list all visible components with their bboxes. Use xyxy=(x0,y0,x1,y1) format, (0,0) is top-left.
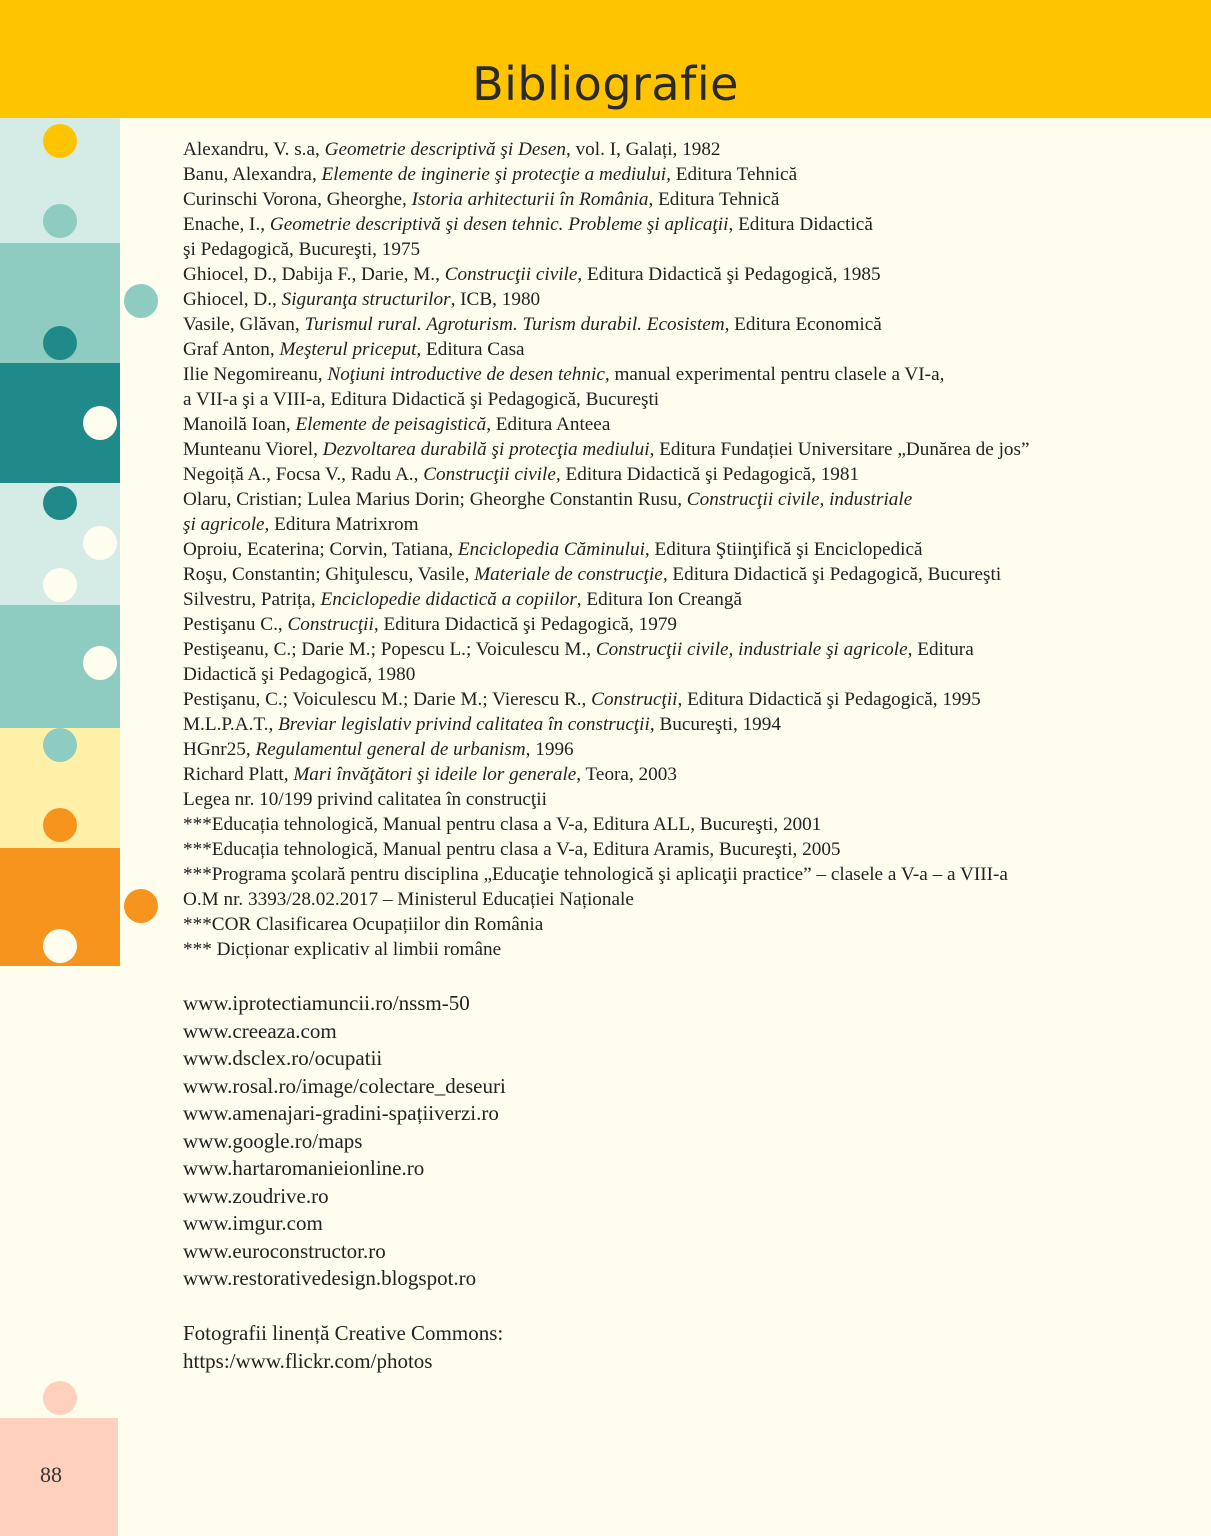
entry-title: Materiale de construcţie xyxy=(474,564,663,585)
puzzle-knob xyxy=(43,124,77,158)
entry-text: M.L.P.A.T., xyxy=(183,714,279,735)
entry-title: Dezvoltarea durabilă şi protecţia mediului xyxy=(322,439,650,460)
entry-text: , Editura Economică xyxy=(724,314,882,335)
entry-text: , Editura Didactică xyxy=(728,214,873,235)
web-source-link[interactable]: www.imgur.com xyxy=(183,1211,323,1235)
bibliography-entry xyxy=(183,512,1183,537)
entry-text: şi Pedagogică, Bucureşti, 1975 xyxy=(183,239,421,260)
page-title: Bibliografie xyxy=(472,57,739,111)
entry-title: Istoria arhitecturii în România xyxy=(411,189,649,210)
bibliography-entry xyxy=(183,787,1183,812)
bibliography-entry xyxy=(183,537,1183,562)
entry-text: , vol. I, Galați, 1982 xyxy=(565,139,721,160)
entry-text: Editura Didactică şi Pedagogică, 1981 xyxy=(560,464,860,485)
puzzle-knob xyxy=(43,204,77,238)
bibliography-entry xyxy=(183,737,1183,762)
entry-text: Vasile, Glăvan, xyxy=(183,314,305,335)
bibliography-entry xyxy=(183,162,1183,187)
entry-text: ***Programa şcolară pentru disciplina „Educaţie tehnologică şi aplicaţii practice” – clasele a V-a – a VIII-a xyxy=(183,864,1008,885)
entry-text: , Editura Anteea xyxy=(486,414,611,435)
entry-title: Noţiuni introductive de desen tehnic, xyxy=(327,364,610,385)
bibliography-entry xyxy=(183,712,1183,737)
puzzle-knob xyxy=(124,889,158,923)
entry-text: Negoiță A., Focsa V., Radu A., xyxy=(183,464,424,485)
entry-text: HGnr25, xyxy=(183,739,256,760)
entry-text: Editura Tehnică xyxy=(670,164,798,185)
entry-text: ***COR Clasificarea Ocupațiilor din România xyxy=(183,914,544,935)
entry-text: Munteanu Viorel, xyxy=(183,439,323,460)
entry-title: Construcţii civile, industriale xyxy=(686,489,913,510)
entry-text: , Editura Tehnică xyxy=(648,189,780,210)
entry-title: Elemente de inginerie şi protecţie a mediului, xyxy=(321,164,671,185)
bibliography-entry xyxy=(183,462,1183,487)
web-source-link[interactable]: www.google.ro/maps xyxy=(183,1128,363,1153)
entry-text: , Editura Fundației Universitare „Dunărea de jos” xyxy=(649,439,1030,460)
entry-title: Meşterul priceput xyxy=(279,339,417,360)
bibliography-entry xyxy=(183,362,1183,387)
web-source-link[interactable]: www.rosal.ro/image/colectare_deseuri xyxy=(183,1073,506,1098)
entry-text: Pestişanu, C.; Voiculescu M.; Darie M.; Vierescu R., xyxy=(183,689,592,710)
entry-title: Construcţii civile, xyxy=(423,464,561,485)
entry-text: Pestişeanu, C.; Darie M.; Popescu L.; Voiculescu M., xyxy=(183,639,596,660)
page-number: 88 xyxy=(40,1462,62,1487)
bibliography-entry xyxy=(183,887,1183,912)
bibliography-entry xyxy=(183,437,1183,462)
puzzle-knob xyxy=(43,486,77,520)
bibliography-entry xyxy=(183,762,1183,787)
entry-text: Pestişanu C., xyxy=(183,614,288,635)
web-source-link[interactable]: www.amenajari-gradini-spațiiverzi.ro xyxy=(183,1101,499,1125)
photo-credit xyxy=(183,1320,783,1375)
bibliography-entry xyxy=(183,587,1183,612)
entry-text: O.M nr. 3393/28.02.2017 – Ministerul Educației Naționale xyxy=(183,889,634,910)
entry-text: , Editura Ion Creangă xyxy=(576,589,742,610)
puzzle-decoration xyxy=(0,0,170,1536)
web-source-link[interactable]: www.dsclex.ro/ocupatii xyxy=(183,1046,383,1070)
bibliography-entry xyxy=(183,212,1183,237)
web-source-link[interactable]: www.hartaromanieionline.ro xyxy=(183,1156,425,1180)
photo-credit-url[interactable]: https:/www.flickr.com/photos xyxy=(183,1348,433,1373)
entry-text: Banu, Alexandra, xyxy=(183,164,322,185)
bibliography-entry xyxy=(183,137,1183,162)
bibliography-entry xyxy=(183,337,1183,362)
photo-credit-label: Fotografii linență Creative Commons: xyxy=(183,1321,504,1345)
bibliography-entry xyxy=(183,862,1183,887)
entry-title: Construcţii xyxy=(591,689,678,710)
entry-text: , Editura Didactică şi Pedagogică, 1985 xyxy=(577,264,881,285)
entry-text: Didactică şi Pedagogică, 1980 xyxy=(183,664,416,685)
entry-title: Breviar legislativ privind calitatea în construcţii xyxy=(278,714,650,735)
entry-text: , ICB, 1980 xyxy=(450,289,541,310)
entry-text: Ghiocel, D., Dabija F., Darie, M., xyxy=(183,264,445,285)
entry-text: Roşu, Constantin; Ghiţulescu, Vasile, xyxy=(183,564,475,585)
puzzle-knob xyxy=(83,646,117,680)
puzzle-knob xyxy=(83,526,117,560)
entry-text: , Editura Ştiinţifică şi Enciclopedică xyxy=(644,539,923,560)
entry-title: Geometrie descriptivă şi Desen xyxy=(324,139,566,160)
web-sources-list xyxy=(183,990,783,1293)
entry-text: ***Educația tehnologică, Manual pentru clasa a V-a, Editura Aramis, Bucureşti, 2005 xyxy=(183,839,841,860)
bibliography-entry xyxy=(183,812,1183,837)
puzzle-knob xyxy=(43,1381,77,1415)
bibliography-entry xyxy=(183,612,1183,637)
entry-title: Construcţii civile, industriale şi agricole xyxy=(595,639,908,660)
bibliography-entry xyxy=(183,237,1183,262)
bibliography-list xyxy=(183,137,1183,962)
bibliography-entry xyxy=(183,937,1183,962)
web-source-link[interactable]: www.creeaza.com xyxy=(183,1018,337,1043)
entry-title: Construcţii civile xyxy=(444,264,578,285)
web-source-link[interactable]: www.zoudrive.ro xyxy=(183,1183,329,1208)
entry-text: Legea nr. 10/199 privind calitatea în construcţii xyxy=(183,789,547,810)
bibliography-entry xyxy=(183,562,1183,587)
puzzle-knob xyxy=(83,406,117,440)
bibliography-entry xyxy=(183,262,1183,287)
entry-text: Enache, I., xyxy=(183,214,270,235)
entry-text: , Editura Matrixrom xyxy=(264,514,419,535)
bibliography-entry xyxy=(183,187,1183,212)
entry-text: ***Educația tehnologică, Manual pentru clasa a V-a, Editura ALL, Bucureşti, 2001 xyxy=(183,814,822,835)
puzzle-knob xyxy=(43,728,77,762)
entry-text: manual experimental pentru clasele a VI-a, xyxy=(609,364,945,385)
entry-text: , Editura Didactică şi Pedagogică, 1995 xyxy=(677,689,981,710)
bibliography-entry xyxy=(183,637,1183,662)
entry-text: , Editura Casa xyxy=(416,339,525,360)
entry-title: Geometrie descriptivă şi desen tehnic. Probleme şi aplicaţii xyxy=(269,214,729,235)
entry-text: , 1996 xyxy=(525,739,574,760)
entry-title: Construcţii xyxy=(287,614,374,635)
puzzle-knob xyxy=(43,808,77,842)
entry-title: Enciclopedia Căminului xyxy=(457,539,645,560)
entry-title: Regulamentul general de urbanism xyxy=(255,739,526,760)
bibliography-entry xyxy=(183,487,1183,512)
bibliography-entry xyxy=(183,662,1183,687)
puzzle-knob xyxy=(43,326,77,360)
entry-text: Oproiu, Ecaterina; Corvin, Tatiana, xyxy=(183,539,458,560)
entry-text: , Editura xyxy=(907,639,974,660)
entry-text: Ghiocel, D., xyxy=(183,289,282,310)
entry-text: , Editura Didactică şi Pedagogică, 1979 xyxy=(373,614,678,635)
entry-text: Silvestru, Patrița, xyxy=(183,589,321,610)
bibliography-entry xyxy=(183,287,1183,312)
puzzle-knob xyxy=(124,284,158,318)
bibliography-entry xyxy=(183,687,1183,712)
web-source-link[interactable]: www.euroconstructor.ro xyxy=(183,1238,386,1263)
entry-text: Curinschi Vorona, Gheorghe, xyxy=(183,189,412,210)
bibliography-entry xyxy=(183,912,1183,937)
puzzle-knob xyxy=(43,929,77,963)
entry-title: Turismul rural. Agroturism. Turism durabil. Ecosistem xyxy=(304,314,725,335)
puzzle-knob xyxy=(43,568,77,602)
entry-text: *** Dicționar explicativ al limbii române xyxy=(183,939,502,960)
entry-text: Ilie Negomireanu, xyxy=(183,364,328,385)
bibliography-entry xyxy=(183,837,1183,862)
entry-title: Enciclopedie didactică a copiilor xyxy=(320,589,577,610)
entry-text: Manoilă Ioan, xyxy=(183,414,296,435)
entry-text: Olaru, Cristian; Lulea Marius Dorin; Gheorghe Constantin Rusu, xyxy=(183,489,687,510)
web-source-link[interactable]: www.restorativedesign.blogspot.ro xyxy=(183,1266,477,1290)
web-source-link[interactable]: www.iprotectiamuncii.ro/nssm-50 xyxy=(183,991,470,1015)
bibliography-entry xyxy=(183,387,1183,412)
bibliography-entry xyxy=(183,412,1183,437)
entry-title: şi agricole xyxy=(183,514,265,535)
entry-text: , Teora, 2003 xyxy=(576,764,677,785)
entry-title: Siguranţa structurilor xyxy=(281,289,451,310)
entry-text: , Bucureşti, 1994 xyxy=(649,714,781,735)
entry-title: Mari învăţători şi ideile lor generale xyxy=(293,764,577,785)
entry-text: a VII-a şi a VIII-a, Editura Didactică şi Pedagogică, Bucureşti xyxy=(183,389,660,410)
entry-text: , Editura Didactică şi Pedagogică, Bucureşti xyxy=(662,564,1002,585)
entry-text: Alexandru, V. s.a, xyxy=(183,139,325,160)
entry-title: Elemente de peisagistică xyxy=(295,414,487,435)
entry-text: Richard Platt, xyxy=(183,764,294,785)
bibliography-entry xyxy=(183,312,1183,337)
entry-text: Graf Anton, xyxy=(183,339,280,360)
